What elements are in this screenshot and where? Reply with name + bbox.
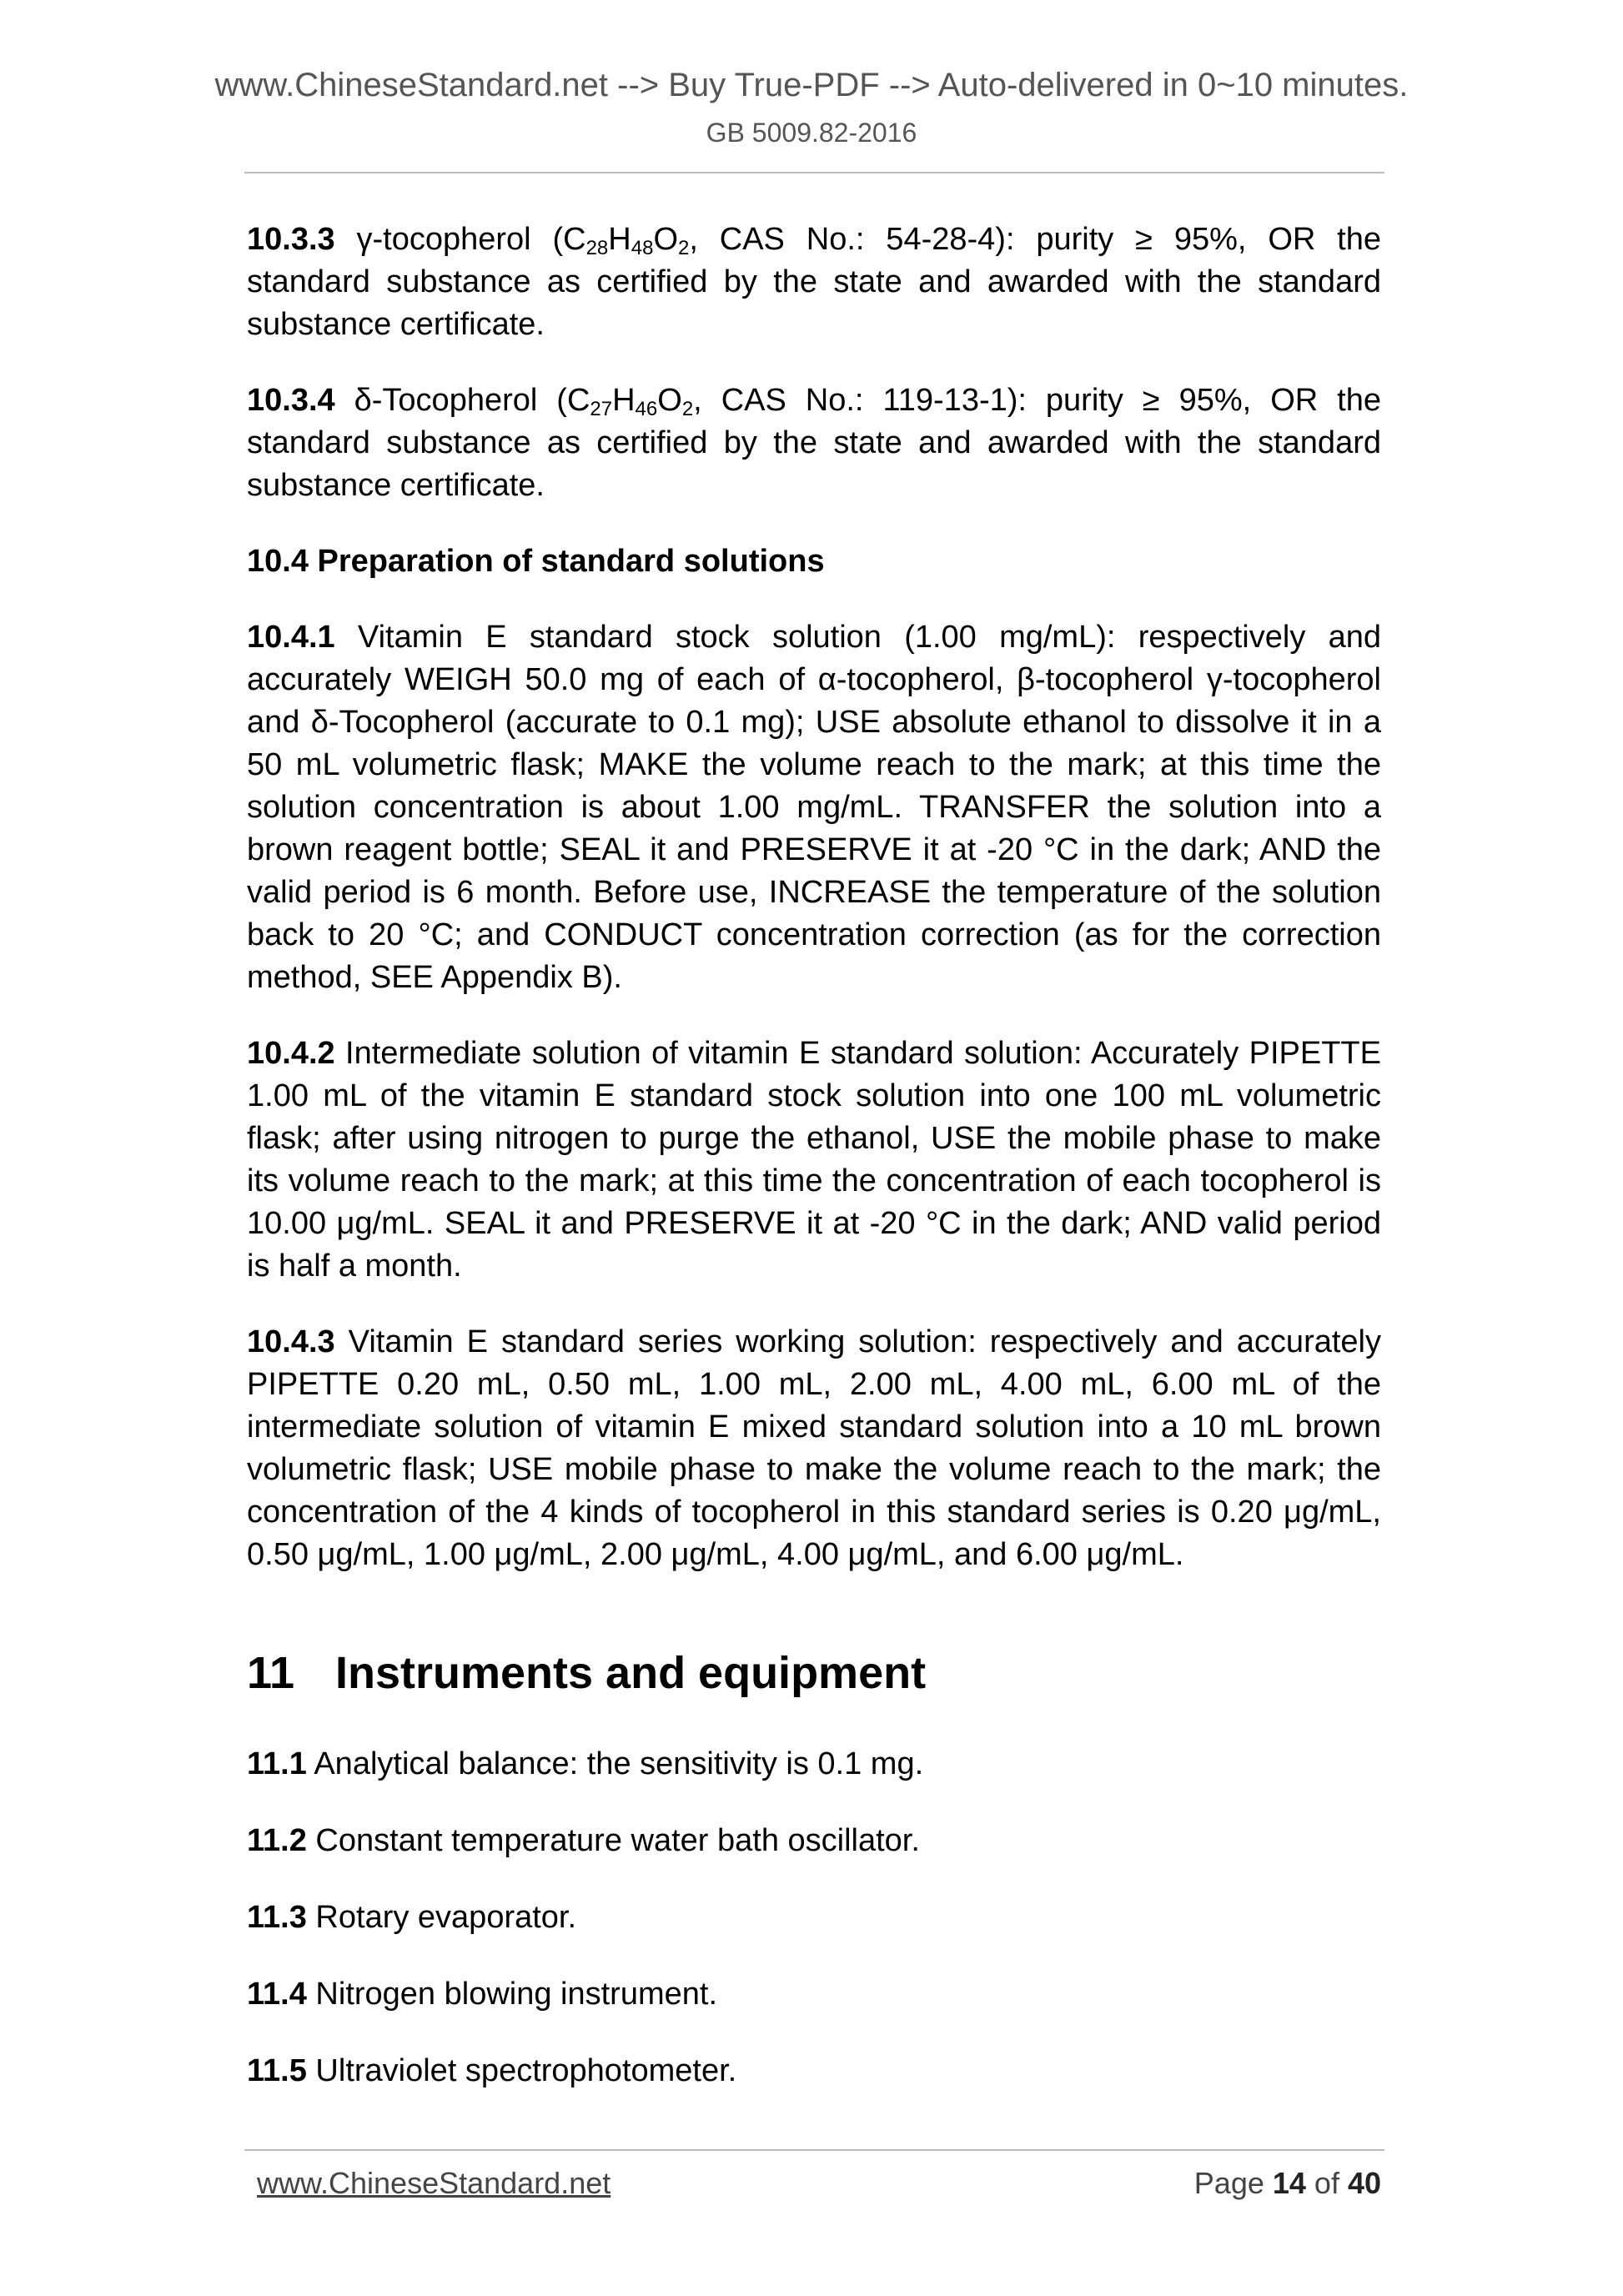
clause-text: O <box>657 383 682 418</box>
clause-number: 10.4.1 <box>247 620 335 655</box>
header-divider <box>244 172 1384 173</box>
clause-number: 11.4 <box>247 1977 307 2012</box>
subscript: 2 <box>681 398 694 420</box>
clause-text: , CAS No.: 119-13-1): purity ≥ 95%, OR the standard substance as certified by the state and awarded with the standard substance certificate. <box>247 383 1381 503</box>
clause-text: Constant temperature water bath oscillator. <box>306 1823 920 1858</box>
subscript: 27 <box>590 398 613 420</box>
document-body <box>247 219 1381 2127</box>
clause-text: γ-tocopherol (C <box>334 222 586 257</box>
clause-number: 11.3 <box>247 1900 307 1935</box>
clause-text: Vitamin E standard series working solution: respectively and accurately PIPETTE 0.20 mL, 0.50 mL, 1.00 mL, 2.00 mL, 4.00 mL, 6.00 mL of the intermediate solution of vitamin E mixed standard solution into a 10 mL brown volumetric flask; USE mobile phase to make the volume reach to the mark; the concentration of the 4 kinds of tocopherol in this standard series is 0.20 μg/mL, 0.50 μg/mL, 1.00 μg/mL, 2.00 μg/mL, 4.00 μg/mL, and 6.00 μg/mL. <box>247 1324 1381 1572</box>
clause-number: 11.5 <box>247 2053 307 2088</box>
clause-text: Ultraviolet spectrophotometer. <box>306 2053 737 2088</box>
clause-text: H <box>608 222 631 257</box>
page-total: 40 <box>1347 2166 1381 2200</box>
chapter-heading-11 <box>247 1646 1381 1700</box>
clause-number: 10.4.3 <box>247 1324 335 1359</box>
chapter-title: Instruments and equipment <box>335 1648 927 1698</box>
page-label: of <box>1305 2166 1348 2200</box>
clause-number: 10.3.4 <box>247 383 335 418</box>
clause-10-3-4 <box>247 379 1381 507</box>
clause-text: Rotary evaporator. <box>306 1900 577 1935</box>
clause-text: Vitamin E standard stock solution (1.00 mg/mL): respectively and accurately WEIGH 50.0 mg of each of α-tocopherol, β-tocopherol γ-tocopherol and δ-Tocopherol (accurate to 0.1 mg); USE absolute ethanol to dissolve it in a 50 mL volumetric flask; MAKE the volume reach to the mark; at this time the solution concentration is about 1.00 mg/mL. TRANSFER the solution into a brown reagent bottle; SEAL it and PRESERVE it at -20 °C in the dark; AND the valid period is 6 month. Before use, INCREASE the temperature of the solution back to 20 °C; and CONDUCT concentration correction (as for the correction method, SEE Appendix B). <box>247 620 1381 995</box>
clause-10-4-2 <box>247 1032 1381 1288</box>
clause-text: O <box>653 222 678 257</box>
clause-text: Intermediate solution of vitamin E standard solution: Accurately PIPETTE 1.00 mL of the vitamin E standard stock solution into one 100 mL volumetric flask; after using nitrogen to purge the ethanol, USE the mobile phase to make its volume reach to the mark; at this time the concentration of each tocopherol is 10.00 μg/mL. SEAL it and PRESERVE it at -20 °C in the dark; AND valid period is half a month. <box>247 1036 1381 1284</box>
clause-text: H <box>612 383 636 418</box>
clause-number: 11.2 <box>247 1823 307 1858</box>
clause-10-4-3 <box>247 1321 1381 1576</box>
clause-number: 10.4.2 <box>247 1036 335 1071</box>
clause-number: 11.1 <box>247 1746 307 1781</box>
subscript: 46 <box>635 398 658 420</box>
subscript: 28 <box>585 237 609 259</box>
header-banner: www.ChineseStandard.net --> Buy True-PDF --> Auto-delivered in 0~10 minutes. <box>214 67 1409 103</box>
footer-divider <box>244 2149 1384 2151</box>
list-item <box>247 1897 1381 1939</box>
clause-text: Nitrogen blowing instrument. <box>306 1977 718 2012</box>
page-number: 14 <box>1272 2166 1306 2200</box>
page-label: Page <box>1193 2166 1273 2200</box>
section-heading-10-4: 10.4 Preparation of standard solutions <box>247 544 825 579</box>
clause-10-4-1 <box>247 616 1381 999</box>
clause-10-3-3 <box>247 219 1381 346</box>
list-item <box>247 1973 1381 2016</box>
page-indicator <box>1194 2165 1381 2201</box>
list-item <box>247 1743 1381 1786</box>
list-item <box>247 1820 1381 1862</box>
standard-number: GB 5009.82-2016 <box>706 118 917 148</box>
clause-text: δ-Tocopherol (C <box>334 383 590 418</box>
subscript: 2 <box>678 237 690 259</box>
list-item <box>247 2050 1381 2093</box>
clause-text: Analytical balance: the sensitivity is 0.1 mg. <box>306 1746 924 1781</box>
clause-text: , CAS No.: 54-28-4): purity ≥ 95%, OR the standard substance as certified by the state and awarded with the standard substance certificate. <box>247 222 1381 342</box>
subscript: 48 <box>631 237 654 259</box>
chapter-number: 11 <box>247 1648 295 1698</box>
clause-number: 10.3.3 <box>247 222 335 257</box>
footer-site-link[interactable]: www.ChineseStandard.net <box>257 2166 611 2200</box>
